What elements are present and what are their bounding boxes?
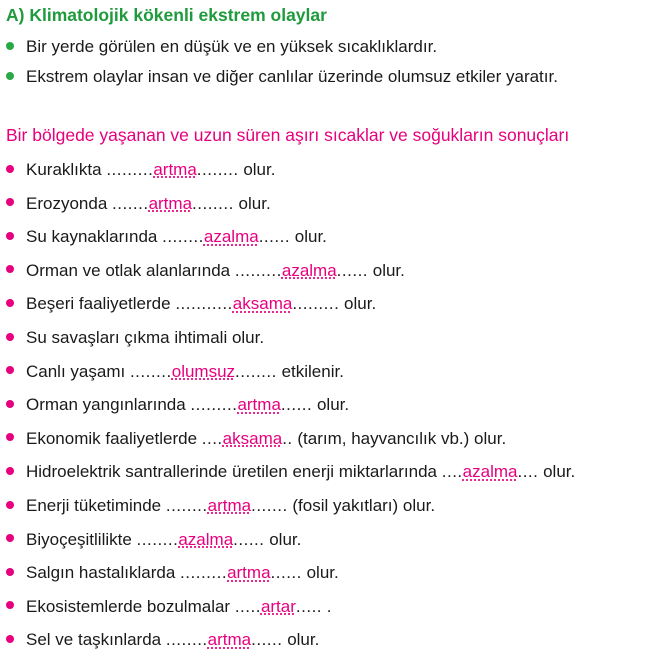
item-text: Enerji tüketiminde [26,496,166,515]
list-item [6,495,435,517]
answer-text: artma [227,563,271,583]
item-text: (tarım, hayvancılık vb.) olur. [292,428,507,448]
list-item [6,394,349,416]
item-text: Erozyonda [26,193,112,213]
blank-dots: ........ [162,227,204,247]
blank-dots: ........ [136,529,179,549]
bullet-icon [6,72,14,80]
answer-text: azalma [178,529,234,549]
blank-dots: .... [201,428,223,448]
list-item [6,596,331,618]
intro-item [6,66,558,88]
blank-dots: ......... [234,260,282,280]
item-text: . [322,596,332,616]
list-item [6,562,339,584]
blank-dots: .... [517,462,539,482]
list-item [6,361,344,383]
blank-dots: ..... [234,596,261,616]
blank-dots: ........... [175,294,233,314]
answer-text: azalma [203,227,259,247]
answer-text: artma [207,630,252,650]
bullet-icon [6,165,14,173]
blank-dots: ...... [251,630,283,650]
answer-text: aksama [222,428,283,448]
blank-dots: ...... [280,395,313,415]
bullet-icon [6,366,14,374]
blank-dots: ......... [190,395,238,415]
intro-text: Bir yerde görülen en düşük ve en yüksek sıcaklıklardır. [26,37,438,56]
item-text: Orman ve otlak alanlarında [26,260,235,280]
item-text: olur. [368,260,405,280]
list-item [6,428,506,450]
item-text: olur. [238,160,276,179]
item-text: Sel ve taşkınlarda [26,630,166,650]
blank-dots: ........ [165,496,208,515]
bullet-icon [6,265,14,273]
item-text: Orman yangınlarında [26,395,191,415]
blank-dots: ...... [233,529,265,549]
bullet-icon [6,568,14,576]
item-text: olur. [538,462,576,482]
bullet-icon [6,42,14,50]
bullet-icon [6,400,14,408]
list-item [6,461,575,483]
item-text: olur. [290,227,327,247]
bullet-icon [6,534,14,542]
item-text: olur. [282,630,320,650]
item-text: Biyoçeşitlilikte [26,529,137,549]
bullet-icon [6,232,14,240]
list-item [6,193,271,215]
intro-item [6,36,437,58]
answer-text: olumsuz [171,361,236,381]
blank-dots: ......... [292,294,340,314]
item-text: Su savaşları çıkma ihtimali olur. [26,328,265,347]
item-text: Ekonomik faaliyetlerde [26,428,202,448]
blank-dots: ......... [106,160,154,179]
answer-text: artma [148,193,193,213]
blank-dots: ..... [295,596,323,616]
bullet-icon [6,433,14,441]
bullet-icon [6,333,14,341]
bullet-icon [6,601,14,609]
item-text: Su kaynaklarında [26,227,163,247]
blank-dots: ........ [165,630,208,650]
blank-dots: ....... [112,193,149,213]
list-item [6,293,376,315]
blank-dots: ........ [129,361,172,381]
section-heading: A) Klimatolojik kökenli ekstrem olaylar [6,5,327,25]
blank-dots: .... [441,462,463,482]
blank-dots: .. [282,428,293,448]
blank-dots: ........ [196,160,239,179]
blank-dots: ...... [258,227,291,247]
answer-text: artma [153,160,197,179]
list-item [6,226,327,248]
answer-text: artar [260,596,296,616]
item-text: Hidroelektrik santrallerinde üretilen enerji miktarlarında [26,462,442,482]
blank-dots: ......... [180,563,228,583]
list-item [6,629,319,651]
list-item [6,260,405,282]
item-text: olur. [233,193,271,213]
answer-text: artma [207,496,252,515]
bullet-icon [6,198,14,206]
bullet-icon [6,501,14,509]
answer-text: aksama [232,294,293,314]
answer-text: azalma [462,462,518,482]
item-text: Kuraklıkta [26,160,107,179]
bullet-icon [6,467,14,475]
list-item [6,159,275,181]
item-text: Salgın hastalıklarda [26,563,181,583]
item-text: Beşeri faaliyetlerde [26,294,176,314]
item-text: olur. [339,294,377,314]
item-text: Ekosistemlerde bozulmalar [26,596,235,616]
item-text: olur. [264,529,302,549]
intro-text: Ekstrem olaylar insan ve diğer canlılar üzerinde olumsuz etkiler yaratır. [26,67,558,86]
item-text: Canlı yaşamı [26,361,130,381]
blank-dots: ....... [251,496,288,515]
blank-dots: ........ [235,361,277,381]
blank-dots: ...... [336,260,369,280]
list-item [6,327,264,349]
answer-text: azalma [281,260,337,280]
item-text: olur. [312,395,350,415]
item-text: olur. [301,563,339,583]
blank-dots: ........ [192,193,234,213]
blank-dots: ...... [270,563,302,583]
list-item [6,529,301,551]
bullet-icon [6,635,14,643]
item-text: etkilenir. [276,361,344,381]
bullet-icon [6,299,14,307]
answer-text: artma [237,395,281,415]
item-text: (fosil yakıtları) olur. [287,496,436,515]
sub-heading: Bir bölgede yaşanan ve uzun süren aşırı sıcaklar ve soğukların sonuçları [6,125,570,145]
